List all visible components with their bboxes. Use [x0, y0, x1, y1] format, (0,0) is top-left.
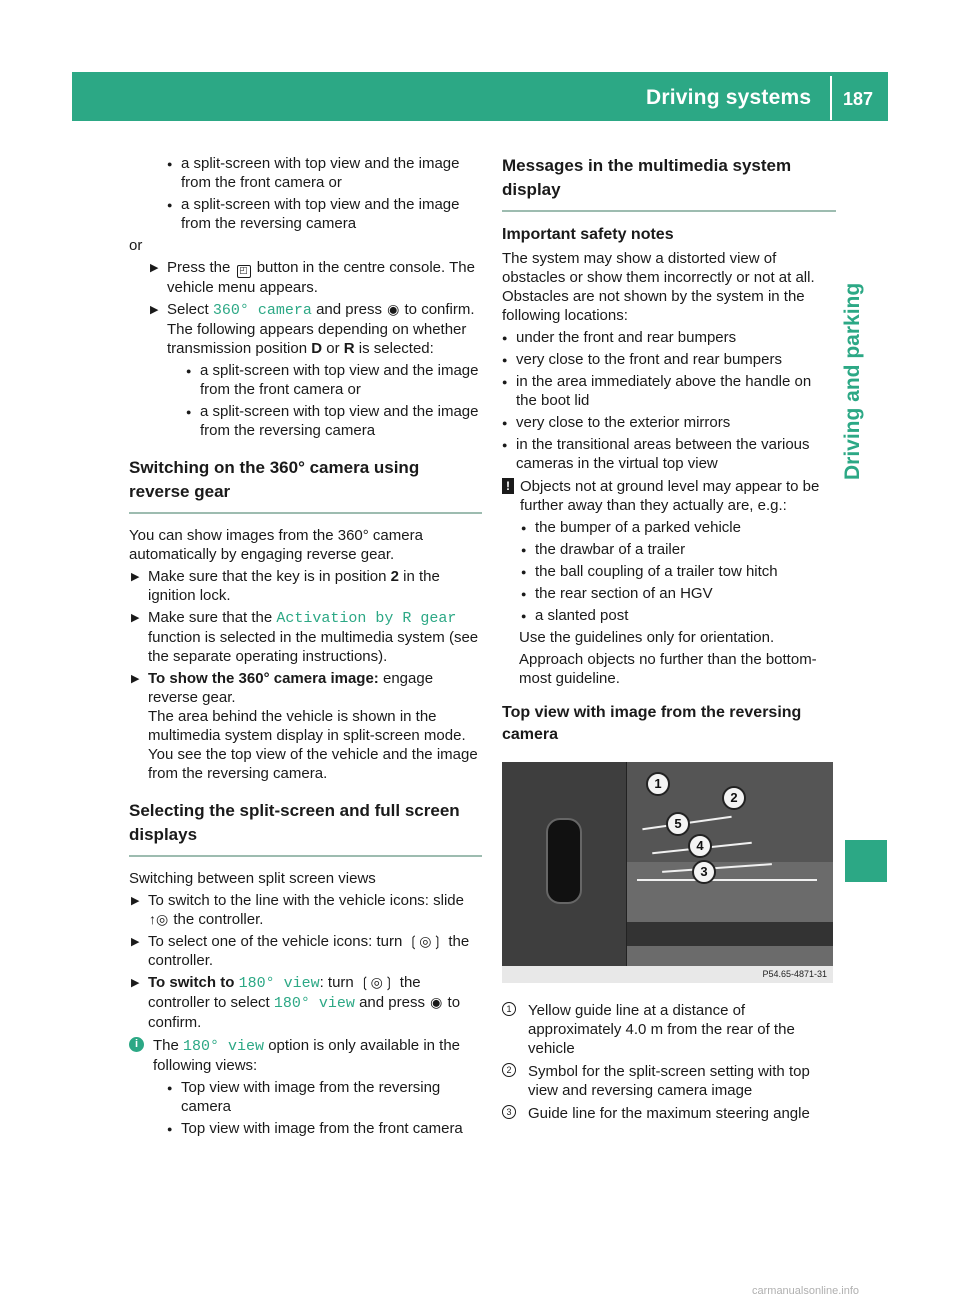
menu-item-code: 360° camera	[212, 302, 312, 319]
list-item: ● a split-screen with top view and the image from the front camera or	[186, 361, 482, 399]
heading-messages: Messages in the multimedia system display	[502, 154, 836, 212]
step: ▶ Make sure that the key is in position 2 in the ignition lock.	[129, 567, 482, 605]
step: ▶ To show the 360° camera image: engage reverse gear. The area behind the vehicle is shown in the multimedia system display in split-screen mode. You see the top view of the vehicle and the image from the reversing camera.	[129, 669, 482, 783]
paragraph: Use the guidelines only for orientation.	[519, 629, 775, 646]
heading-selecting: Selecting the split-screen and full screen displays	[129, 799, 482, 857]
list-item: ● the rear section of an HGV	[521, 584, 836, 603]
press-controller-icon: ◉	[430, 994, 443, 1010]
info-note: i The 180° view option is only available in the following views:	[129, 1036, 482, 1075]
list-item: ● Top view with image from the reversing camera	[167, 1078, 482, 1116]
heading-safety: Important safety notes	[502, 226, 674, 243]
legend-item: 3 Guide line for the maximum steering angle	[502, 1104, 836, 1123]
step: ▶ To switch to the line with the vehicle icons: slide ↑◎ the controller.	[129, 891, 482, 929]
list-item: ● the ball coupling of a trailer tow hitch	[521, 562, 836, 581]
heading-topview: Top view with image from the reversing camera	[502, 704, 802, 743]
list-item: ● the bumper of a parked vehicle	[521, 518, 836, 537]
menu-item-code: Activation by R gear	[276, 610, 457, 627]
camera-screen-figure	[502, 762, 833, 983]
paragraph: You can show images from the 360° camera automatically by engaging reverse gear.	[129, 527, 423, 563]
callout-marker: 3	[692, 860, 716, 884]
paragraph: Approach objects no further than the bottom-most guideline.	[519, 651, 817, 687]
list-item: ● a slanted post	[521, 606, 836, 625]
vehicle-top-icon	[546, 818, 582, 904]
legend-item: 1 Yellow guide line at a distance of approximately 4.0 m from the rear of the vehicle	[502, 1001, 836, 1058]
guide-line-steering	[637, 879, 817, 881]
menu-item-code: 180° view	[238, 975, 320, 992]
chapter-tab-label: Driving and parking	[841, 282, 864, 480]
info-icon: i	[129, 1037, 144, 1052]
list-item: ● the drawbar of a trailer	[521, 540, 836, 559]
list-item: ● in the area immediately above the handle on the boot lid	[502, 372, 836, 410]
footer-watermark: carmanualsonline.info	[752, 1285, 860, 1297]
page-number: 187	[843, 89, 874, 109]
list-item: ● very close to the exterior mirrors	[502, 413, 836, 432]
step: ▶ To select one of the vehicle icons: turn ❲◎❳ the controller.	[129, 932, 482, 970]
list-item: ● under the front and rear bumpers	[502, 328, 836, 347]
paragraph: The system may show a distorted view of obstacles or show them incorrectly or not at all. Obstacles are not shown by the system in the following locations:	[502, 250, 815, 324]
list-item: ● a split-screen with top view and the image from the reversing camera	[186, 402, 482, 440]
list-item: ● in the transitional areas between the various cameras in the virtual top view	[502, 435, 836, 473]
turn-controller-icon: ❲◎❳	[407, 933, 444, 949]
callout-marker: 1	[646, 772, 670, 796]
legend-number: 2	[502, 1063, 516, 1077]
step: ▶ Press the ◰ button in the centre console. The vehicle menu appears.	[148, 258, 482, 297]
warning-note: ! Objects not at ground level may appear to be further away than they actually are, e.g.:	[502, 477, 836, 515]
list-item: ● very close to the front and rear bumpers	[502, 350, 836, 369]
turn-controller-icon: ❲◎❳	[358, 974, 395, 990]
header-divider	[830, 76, 832, 120]
slide-controller-icon: ↑◎	[149, 911, 169, 927]
figure-caption: P54.65-4871-31	[502, 966, 833, 983]
menu-item-code: 180° view	[273, 995, 355, 1012]
section-title: Driving systems	[646, 86, 812, 109]
step: ▶ Make sure that the Activation by R gear function is selected in the multimedia system (see the separate operating instructions).	[129, 608, 482, 666]
heading-switching: Switching on the 360° camera using reverse gear	[129, 456, 482, 514]
or-text: or	[129, 237, 143, 254]
menu-item-code: 180° view	[183, 1038, 265, 1055]
right-column	[502, 154, 836, 1127]
callout-marker: 2	[722, 786, 746, 810]
press-controller-icon: ◉	[387, 301, 400, 317]
paragraph: Switching between split screen views	[129, 870, 376, 887]
callout-marker: 5	[666, 812, 690, 836]
legend-number: 1	[502, 1002, 516, 1016]
list-item: ● Top view with image from the front camera	[167, 1119, 482, 1138]
chapter-marker	[845, 840, 887, 882]
callout-marker: 4	[688, 834, 712, 858]
list-item: ● a split-screen with top view and the image from the front camera or	[167, 154, 482, 192]
chapter-tab	[841, 282, 873, 480]
list-item: ● a split-screen with top view and the image from the reversing camera	[167, 195, 482, 233]
left-column	[129, 154, 482, 1141]
step: ▶ Select 360° camera and press ◉ to confirm. The following appears depending on whether transmission position D or R is selected:	[148, 300, 482, 358]
legend-number: 3	[502, 1105, 516, 1119]
warning-icon: !	[502, 478, 514, 494]
step: ▶ To switch to 180° view: turn ❲◎❳ the controller to select 180° view and press ◉ to confirm.	[129, 973, 482, 1032]
road-area	[627, 862, 833, 966]
vehicle-button-icon: ◰	[237, 265, 251, 278]
screen-toolbar	[627, 922, 833, 946]
legend-item: 2 Symbol for the split-screen setting with top view and reversing camera image	[502, 1062, 836, 1100]
